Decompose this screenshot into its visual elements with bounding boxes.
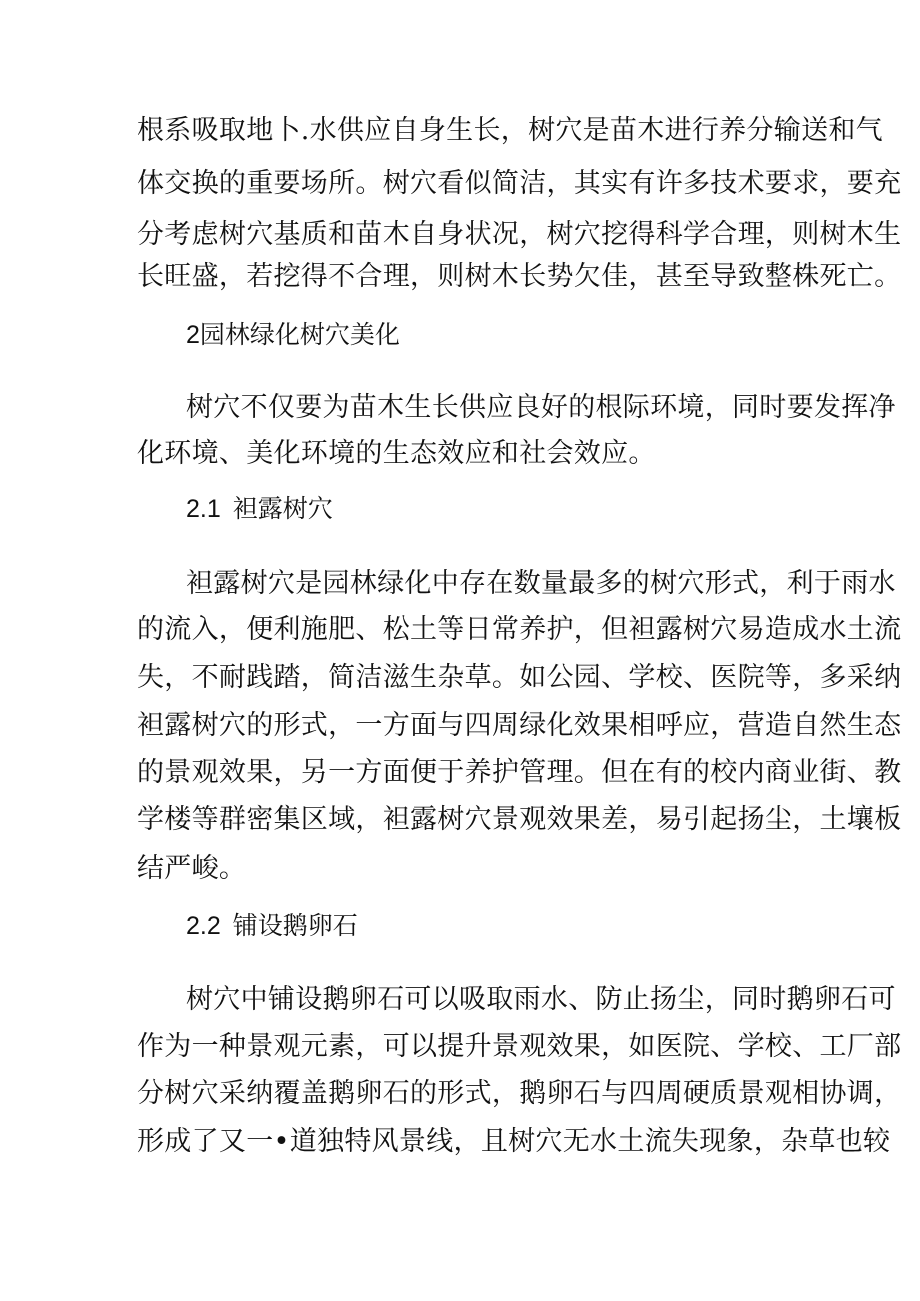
paragraph-line: 学楼等群密集区域，袒露树穴景观效果差，易引起扬尘，土壤板 — [137, 804, 902, 835]
paragraph-line: 失，不耐践踏，简洁滋生杂草。如公园、学校、医院等，多采纳 — [137, 662, 902, 693]
section-heading-2-2 — [186, 910, 358, 942]
section-heading-2-1 — [186, 493, 333, 525]
paragraph-line: 根系吸取地卜.水供应自身生长，树穴是苗木进行养分输送和气 — [137, 115, 883, 146]
section-number: 2.1 — [186, 495, 221, 523]
paragraph-line: 的流入，便利施肥、松土等日常养护，但袒露树穴易造成水土流 — [137, 614, 902, 645]
paragraph-line: 树穴中铺设鹅卵石可以吸取雨水、防止扬尘，同时鹅卵石可 — [186, 984, 896, 1015]
section-number: 2 — [186, 321, 200, 349]
section-title: 园林绿化树穴美化 — [199, 320, 400, 349]
section-title: 袒露树穴 — [232, 494, 333, 523]
paragraph-line: 体交换的重要场所。树穴看似简洁，其实有许多技术要求，要充 — [137, 168, 902, 199]
paragraph-line: 作为一种景观元素，可以提升景观效果，如医院、学校、工厂部 — [137, 1031, 902, 1062]
paragraph-line: 结严峻。 — [137, 853, 247, 884]
paragraph-line: 长旺盛，若挖得不合理，则树木长势欠佳，甚至导致整株死亡。 — [137, 261, 902, 292]
paragraph-line: 的景观效果，另一方面便于养护管理。但在有的校内商业街、教 — [137, 757, 902, 788]
paragraph-line: 形成了又一•道独特风景线，且树穴无水土流失现象，杂草也较 — [137, 1126, 891, 1157]
paragraph-line: 化环境、美化环境的生态效应和社会效应。 — [137, 438, 656, 469]
paragraph-line: 树穴不仅要为苗木生长供应良好的根际环境，同时要发挥净 — [186, 392, 896, 423]
section-number: 2.2 — [186, 912, 221, 940]
section-title: 铺设鹅卵石 — [232, 911, 358, 940]
paragraph-line: 分树穴采纳覆盖鹅卵石的形式，鹅卵石与四周硬质景观相协调， — [137, 1078, 902, 1109]
paragraph-line: 袒露树穴是园林绿化中存在数量最多的树穴形式，利于雨水 — [186, 568, 896, 599]
section-heading-2 — [186, 319, 400, 351]
paragraph-line: 分考虑树穴基质和苗木自身状况，树穴挖得科学合理，则树木生 — [137, 219, 902, 250]
paragraph-line: 袒露树穴的形式，一方面与四周绿化效果相呼应，营造自然生态 — [137, 710, 902, 741]
